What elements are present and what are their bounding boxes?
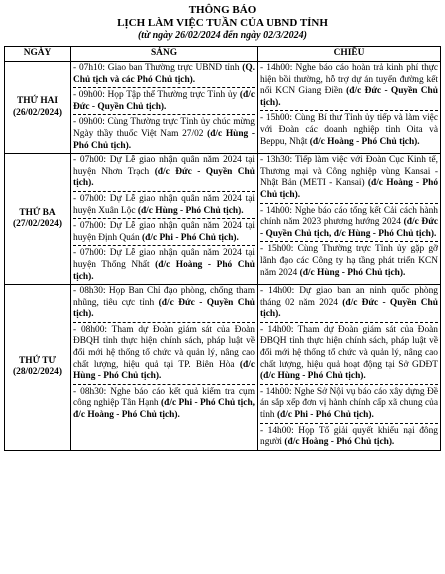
- item-text: - 08h30: Họp Ban Chỉ đạo phòng, chống tham nhũng, tiêu cực tỉnh: [73, 286, 255, 308]
- item-text: - 14h00: Họp Tổ giải quyết khiếu nại đông người: [260, 425, 438, 448]
- item-assignee: (đ/c Hùng - Phó Chủ tịch).: [299, 267, 406, 278]
- schedule-item: [73, 191, 255, 217]
- table-row: [5, 154, 441, 285]
- item-text: - 08h00: Tham dự Đoàn giám sát của Đoàn ĐBQH tỉnh thực hiện chính sách, pháp luật về đổi mới hệ thống tổ chức và quản lý, nâng cao chất lượng, hiệu quả tại TP. Biên Hòa: [73, 324, 255, 370]
- document-header: [0, 0, 445, 42]
- item-assignee: (đ/c Đức - Quyền Chủ tịch).: [260, 86, 438, 108]
- schedule-item: [73, 155, 255, 190]
- item-assignee: (đ/c Phi - Phó Chủ tịch, đ/c Hoàng - Phó Chủ tịch).: [73, 398, 256, 421]
- day-cell: [5, 285, 71, 451]
- morning-cell: [71, 62, 258, 154]
- day-cell: [5, 62, 71, 154]
- schedule-item: [260, 203, 438, 241]
- afternoon-cell: [258, 154, 441, 285]
- item-assignee: (đ/c Đức - Quyền Chủ tịch).: [73, 297, 255, 320]
- schedule-item: [260, 241, 438, 279]
- schedule-item: [73, 384, 255, 422]
- item-assignee: (đ/c Đức - Quyền Chủ tịch).: [73, 166, 255, 189]
- day-name: THỨ TƯ: [19, 355, 56, 366]
- schedule-title: LỊCH LÀM VIỆC TUẦN CỦA UBND TỈNH: [117, 17, 328, 29]
- day-name: THỨ BA: [19, 207, 56, 218]
- item-assignee: (đ/c Hùng - Phó Chủ tịch).: [137, 205, 244, 216]
- morning-cell: [71, 154, 258, 285]
- item-text: - 14h00: Dự giao ban an ninh quốc phòng tháng 02 năm 2024: [260, 286, 438, 308]
- schedule-item: [260, 110, 438, 148]
- schedule-table: [4, 46, 441, 451]
- item-assignee: (đ/c Đức - Quyền Chủ tịch).: [73, 90, 255, 112]
- item-text: - 07h00: Dự Lễ giao nhận quân năm 2024 tại huyện Xuân Lộc: [73, 193, 255, 216]
- column-header-morning: SÁNG: [71, 47, 258, 62]
- day-name: THỨ HAI: [16, 95, 59, 106]
- item-assignee: (đ/c Hùng - Phó Chủ tịch).: [73, 359, 255, 382]
- item-text: - 09h00: Họp Tập thể Thường trực Tỉnh ủy: [73, 90, 240, 101]
- schedule-body: [5, 62, 441, 451]
- schedule-item: [260, 63, 438, 109]
- item-assignee: (đ/c Hoàng - Phó Chủ tịch).: [309, 136, 420, 147]
- schedule-item: [260, 423, 438, 449]
- item-assignee: (đ/c Hoàng - Phó Chủ tịch).: [284, 437, 395, 448]
- item-text: - 14h00: Tham dự Đoàn giám sát của Đoàn ĐBQH tỉnh thực hiện chính sách, pháp luật về đổi mới hệ thống tổ chức và quản lý, nâng cao chất lượng, hiệu quả hoạt động tại Sở GDĐT: [260, 324, 438, 370]
- schedule-item: [260, 286, 438, 321]
- item-assignee: (Q. Chủ tịch và các Phó Chủ tịch).: [73, 63, 255, 85]
- afternoon-cell: [258, 62, 441, 154]
- schedule-item: [73, 63, 255, 86]
- item-assignee: (đ/c Hoàng - Phó Chủ tịch).: [73, 259, 255, 282]
- schedule-item: [73, 245, 255, 283]
- item-text: - 09h00: Cùng Thường trực Tỉnh ủy chúc mừng Ngày thầy thuốc Việt Nam 27/02: [73, 117, 255, 139]
- item-text: - 07h00: Dự Lễ giao nhận quân năm 2024 tại huyện Nhơn Trạch: [73, 155, 255, 177]
- table-row: [5, 62, 441, 154]
- item-assignee: (đ/c Phi - Phó Chủ tịch).: [276, 410, 374, 421]
- item-text: - 15h00: Cùng Thường trực Tỉnh ủy gặp gỡ lãnh đạo các Công ty hạ tầng phát triển KCN năm 2024: [260, 244, 438, 278]
- schedule-item: [260, 384, 438, 422]
- day-cell: [5, 154, 71, 285]
- item-text: - 07h00: Dự Lễ giao nhận quân năm 2024 tại huyện Thống Nhất: [73, 248, 255, 270]
- schedule-item: [73, 218, 255, 244]
- day-date: (26/02/2024): [13, 107, 62, 118]
- item-text: - 07h00: Dự Lễ giao nhận quân năm 2024 tại huyện Định Quán: [73, 221, 255, 243]
- item-assignee: (đ/c Hùng - Phó Chủ tịch).: [260, 371, 366, 382]
- schedule-item: [73, 286, 255, 321]
- morning-cell: [71, 285, 258, 451]
- schedule-item: [73, 87, 255, 113]
- table-header-row: [5, 47, 441, 62]
- item-text: - 14h00: Nghe báo cáo tổng kết Cải cách hành chính năm 2023 phương hướng 2024: [260, 205, 438, 228]
- item-text: - 14h00: Nghe báo cáo hoàn trả kinh phí thực hiện bồi thường, hỗ trợ dự án tuyến đường kết nối KCN Giang Điền: [260, 63, 438, 97]
- table-row: [5, 285, 441, 451]
- schedule-item: [260, 322, 438, 383]
- item-text: - 07h10: Giao ban Thường trực UBND tỉnh: [73, 63, 243, 73]
- item-text: - 15h00: Cùng Bí thư Tỉnh ủy tiếp và làm việc với Đoàn các doanh nghiệp tỉnh Oita và Beppu, Nhật: [260, 113, 438, 147]
- item-assignee: (đ/c Đức - Quyền Chủ tịch, đ/c Hùng - Phó Chủ tịch).: [260, 217, 438, 239]
- column-header-day: NGÀY: [5, 47, 71, 62]
- afternoon-cell: [258, 285, 441, 451]
- item-assignee: (đ/c Phi - Phó Chủ tịch).: [142, 232, 239, 243]
- item-assignee: (đ/c Hoàng - Phó Chủ tịch).: [260, 178, 439, 200]
- date-range: (từ ngày 26/02/2024 đến ngày 02/3/2024): [137, 30, 308, 41]
- column-header-afternoon: CHIỀU: [258, 47, 441, 62]
- notice-heading: THÔNG BÁO: [188, 4, 257, 16]
- schedule-item: [260, 155, 438, 201]
- item-text: - 08h30: Nghe báo cáo kết quả kiểm tra cụm công nghiệp Tân Hạnh: [73, 386, 255, 409]
- item-assignee: (đ/c Hùng - Phó Chủ tịch).: [73, 128, 255, 151]
- day-date: (27/02/2024): [13, 219, 62, 230]
- item-text: - 14h00: Nghe Sở Nội vụ báo cáo xây dựng Đề án sắp xếp đơn vị hành chính cấp xã chung của tỉnh: [260, 386, 438, 421]
- schedule-item: [73, 322, 255, 383]
- item-assignee: (đ/c Đức - Quyền Chủ tịch).: [260, 297, 438, 320]
- day-date: (28/02/2024): [13, 367, 62, 378]
- item-text: - 13h30: Tiếp làm việc với Đoàn Cục Kinh tế, Thương mại và Công nghiệp vùng Kansai - Nhật Bản (METI - Kansai): [260, 155, 438, 189]
- schedule-item: [73, 114, 255, 152]
